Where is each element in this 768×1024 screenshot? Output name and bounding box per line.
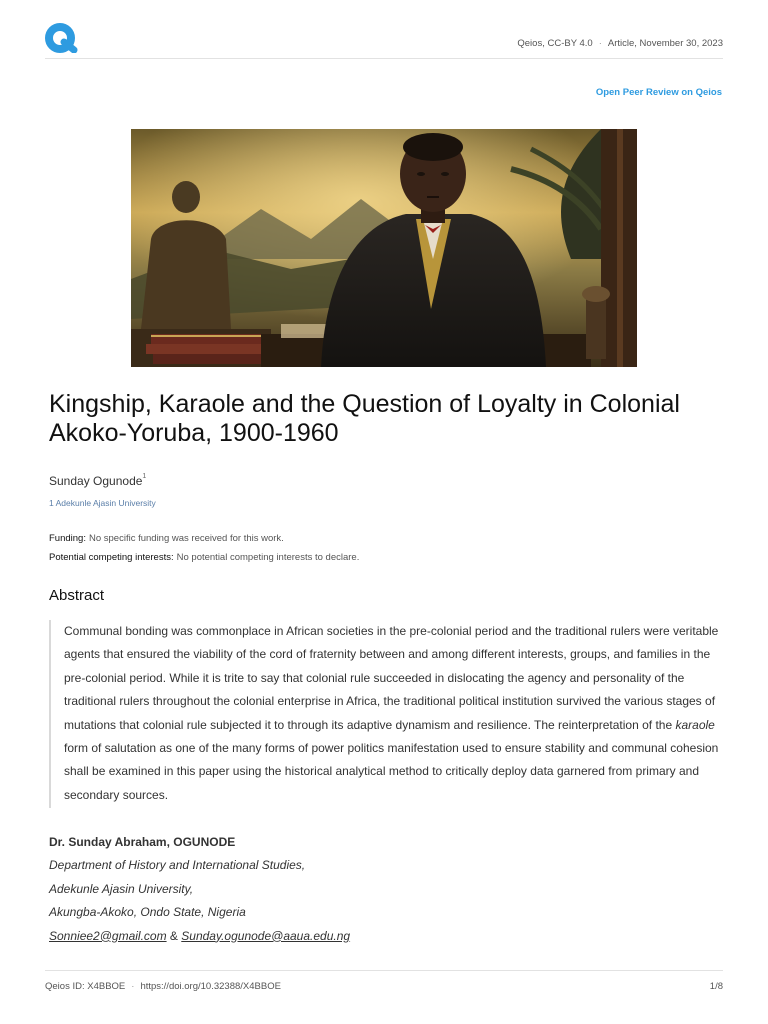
qeios-logo-icon[interactable] xyxy=(45,23,79,53)
competing-text: No potential competing interests to declare. xyxy=(176,552,360,563)
contact-block xyxy=(49,831,350,948)
page-number: 1/8 xyxy=(709,981,723,992)
funding-label: Funding: xyxy=(49,533,86,544)
open-peer-review-link[interactable]: Open Peer Review on Qeios xyxy=(595,87,722,98)
hero-illustration xyxy=(131,129,637,367)
article-date: Article, November 30, 2023 xyxy=(607,38,723,49)
author-name[interactable]: Sunday Ogunode xyxy=(49,474,143,488)
qeios-id: Qeios ID: X4BBOE xyxy=(45,981,126,992)
author[interactable] xyxy=(49,474,146,488)
competing-interests-statement xyxy=(49,552,359,563)
funding-text: No specific funding was received for this work. xyxy=(88,533,284,544)
separator: · xyxy=(598,38,602,49)
affiliation: 1 Adekunle Ajasin University xyxy=(49,498,156,508)
abstract-text-part1: Communal bonding was commonplace in African societies in the pre-colonial period and the traditional rulers were veritable agents that ensured the viability of the cord of fraternity between and among different interests, groups, and families in the pre-colonial period. While it is trite to say that colonial rule succeeded in dislocating the agency and personality of the traditional rulers throughout the colonial enterprise in Africa, the traditional political institution survived the various stages of mutations that colonial rule subjected it to through its adaptive dynamism and resilience. The reinterpretation of the xyxy=(64,624,719,732)
abstract-text xyxy=(64,620,729,807)
abstract-heading: Abstract xyxy=(49,587,105,604)
header-meta xyxy=(517,38,723,49)
contact-location: Akungba-Akoko, Ondo State, Nigeria xyxy=(49,905,246,920)
license-text: Qeios, CC-BY 4.0 xyxy=(517,38,593,49)
article-title: Kingship, Karaole and the Question of Loyalty in Colonial Akoko-Yoruba, 1900-1960 xyxy=(49,390,680,447)
email-ampersand: & xyxy=(169,928,178,943)
header-divider xyxy=(45,58,723,59)
competing-label: Potential competing interests: xyxy=(49,552,174,563)
email-link-1[interactable]: Sonniee2@gmail.com xyxy=(49,928,167,943)
contact-department: Department of History and International Studies, xyxy=(49,858,306,873)
abstract-block xyxy=(49,620,729,808)
funding-statement xyxy=(49,533,284,544)
contact-university: Adekunle Ajasin University, xyxy=(49,881,194,896)
footer-meta xyxy=(45,981,281,992)
contact-emails xyxy=(49,925,350,948)
email-link-2[interactable]: Sunday.ogunode@aaua.edu.ng xyxy=(181,928,351,943)
contact-name: Dr. Sunday Abraham, OGUNODE xyxy=(49,835,236,849)
footer-separator: · xyxy=(131,981,135,992)
abstract-text-part2: form of salutation as one of the many forms of power politics manifestation used to ensure stability and communal cohesion shall be examined in this paper using the historical analytical method to critically deploy data garnered from primary and secondary sources. xyxy=(64,741,719,802)
doi-link[interactable]: https://doi.org/10.32388/X4BBOE xyxy=(140,981,281,992)
footer-divider xyxy=(45,970,723,971)
author-affiliation-number: 1 xyxy=(142,473,147,480)
abstract-italic-term: karaole xyxy=(675,717,715,732)
